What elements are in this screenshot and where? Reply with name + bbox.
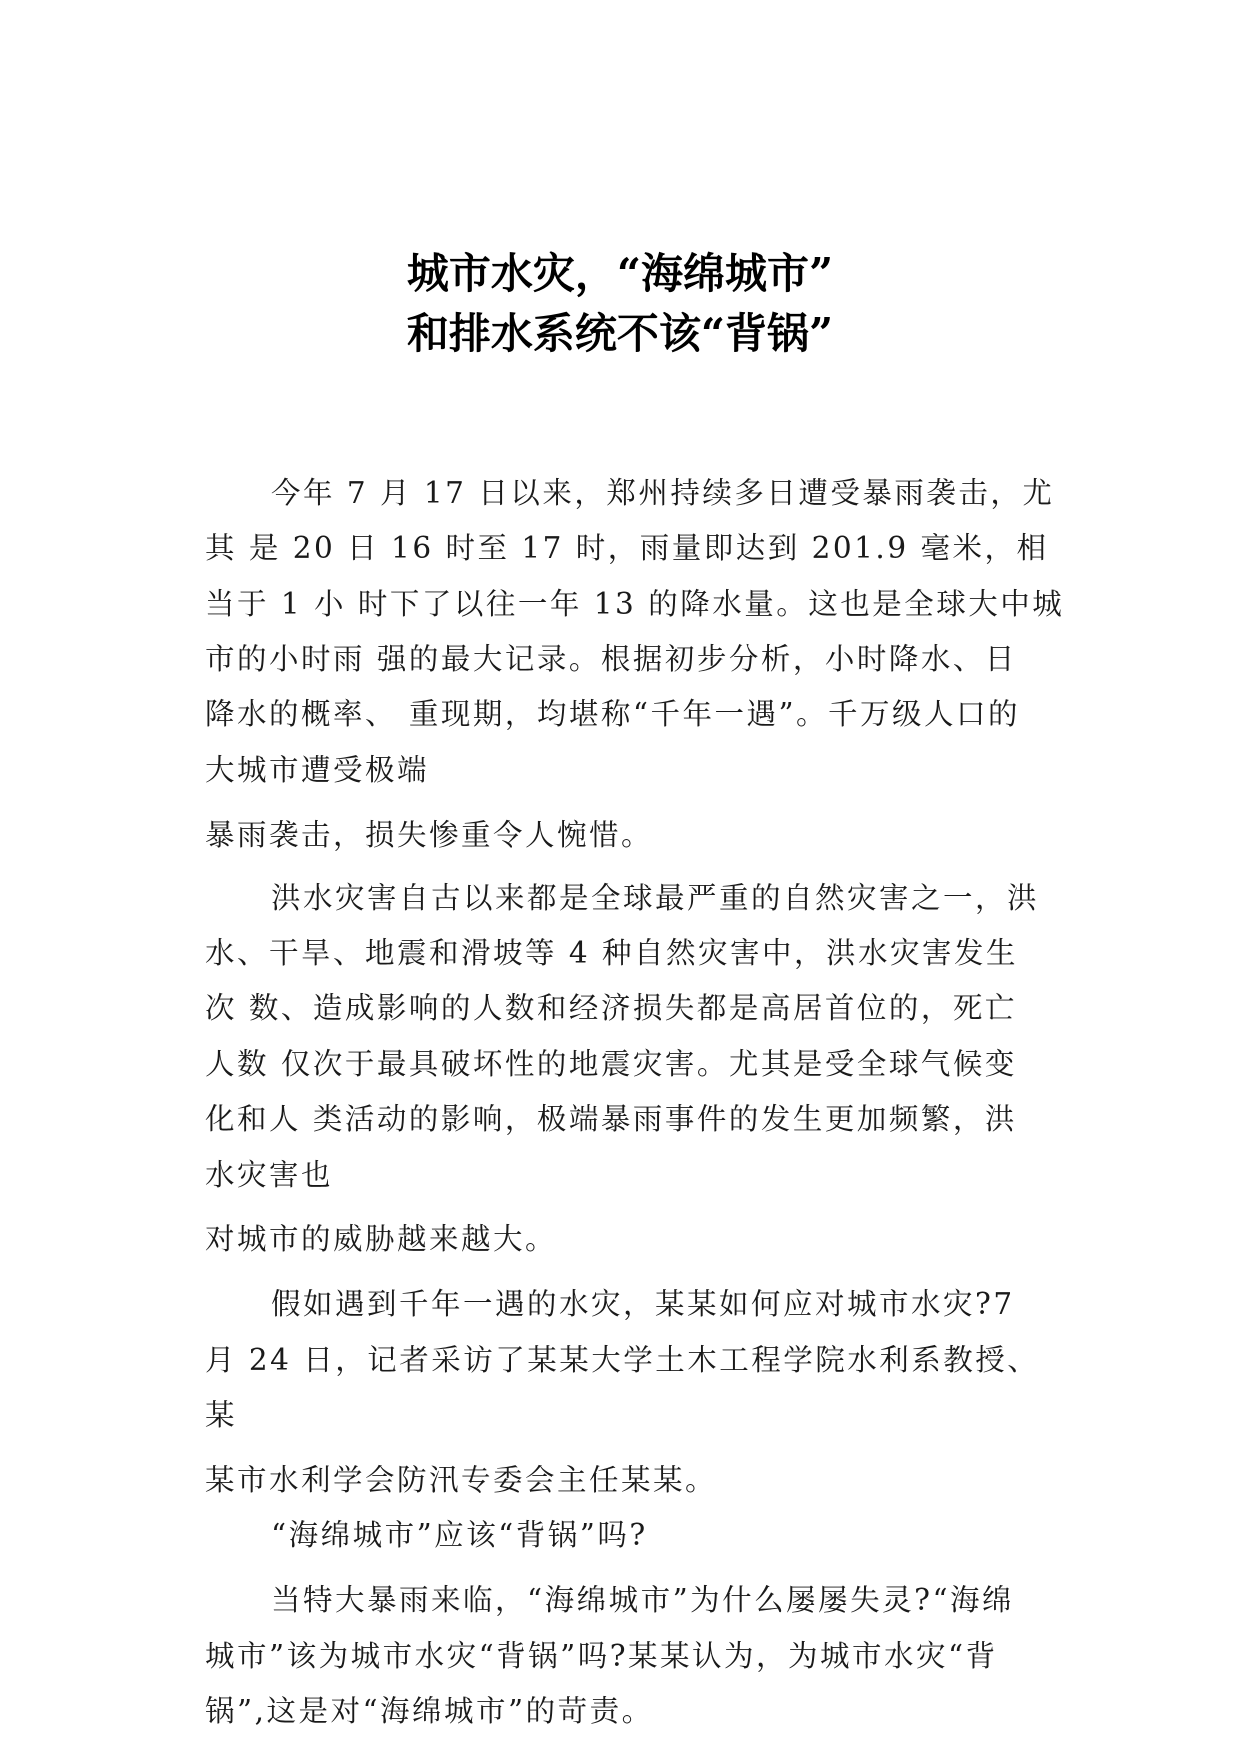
paragraph-6-line-1: 某市水利学会防汛专委会主任某某。 (205, 1463, 718, 1497)
paragraph-7-line-2: 城市”该为城市水灾“背锅”吗?某某认为，为城市水灾“背 (205, 1638, 998, 1673)
paragraph-5-line-2: 月 24 日，记者采访了某某大学土木工程学院水利系教授、 (205, 1342, 1040, 1377)
section-heading: “海绵城市”应该“背锅”吗? (271, 1518, 648, 1553)
paragraph-7-line-3: 锅”,这是对“海绵城市”的苛责。 (205, 1694, 654, 1728)
title-line-1: 城市水灾，“海绵城市” (406, 249, 834, 298)
paragraph-3-line-6: 水灾害也 (205, 1157, 334, 1192)
paragraph-3-line-4: 人数 仅次于最具破坏性的地震灾害。尤其是受全球气候变 (205, 1046, 1017, 1081)
paragraph-3-line-1: 洪水灾害自古以来都是全球最严重的自然灾害之一，洪 (271, 880, 1040, 915)
paragraph-1-line-3: 当于 1 小 时下了以往一年 13 的降水量。这也是全球大中城 (205, 586, 1065, 621)
paragraph-1-line-5: 降水的概率、 重现期，均堪称“千年一遇”。千万级人口的 (205, 697, 1021, 732)
paragraph-1-line-6: 大城市遭受极端 (205, 752, 430, 787)
paragraph-7-line-1: 当特大暴雨来临，“海绵城市”为什么屡屡失灵?“海绵 (271, 1583, 1015, 1618)
paragraph-1-line-4: 市的小时雨 强的最大记录。根据初步分析，小时降水、日 (205, 642, 1017, 677)
paragraph-5-line-1: 假如遇到千年一遇的水灾，某某如何应对城市水灾?7 (271, 1287, 1015, 1322)
paragraph-2-line-1: 暴雨袭击，损失惨重令人惋惜。 (205, 817, 654, 852)
paragraph-1-line-1: 今年 7 月 17 日以来，郑州持续多日遭受暴雨袭击，尤 (271, 476, 1055, 510)
article-title (0, 244, 1240, 364)
paragraph-4-line-1: 对城市的威胁越来越大。 (205, 1222, 558, 1257)
paragraph-1-line-2: 其 是 20 日 16 时至 17 时，雨量即达到 201.9 毫米，相 (205, 531, 1049, 566)
paragraph-3-line-3: 次 数、造成影响的人数和经济损失都是高居首位的，死亡 (205, 991, 1017, 1026)
paragraph-3-line-5: 化和人 类活动的影响，极端暴雨事件的发生更加频繁，洪 (205, 1102, 1017, 1137)
paragraph-3-line-2: 水、干旱、地震和滑坡等 4 种自然灾害中，洪水灾害发生 (205, 936, 1019, 971)
paragraph-5-line-3: 某 (205, 1398, 238, 1433)
title-line-2: 和排水系统不该“背锅” (406, 309, 834, 358)
